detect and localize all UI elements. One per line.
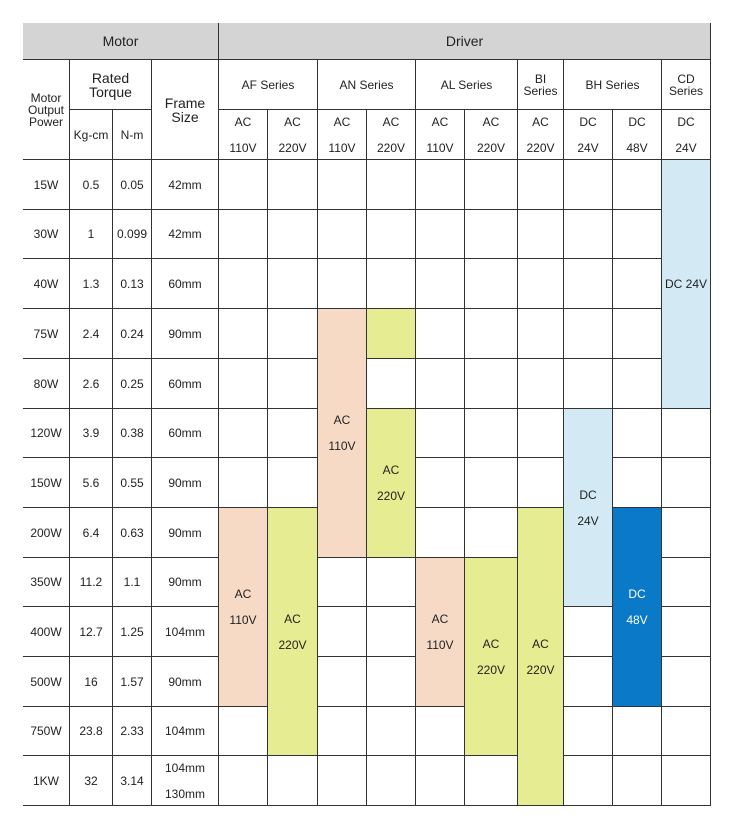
series-header: CD Series xyxy=(662,60,711,110)
empty-cell xyxy=(518,259,564,309)
empty-cell xyxy=(416,160,465,210)
motor-power-cell: 80W xyxy=(23,359,70,409)
torque-nm-cell: 1.1 xyxy=(113,558,152,607)
frame-size-cell: 104mm xyxy=(152,707,219,756)
empty-cell xyxy=(613,756,662,806)
empty-cell xyxy=(662,657,711,707)
empty-cell xyxy=(416,409,465,458)
empty-cell xyxy=(518,160,564,210)
empty-cell xyxy=(367,657,416,707)
empty-cell xyxy=(219,309,268,359)
motor-power-cell: 200W xyxy=(23,508,70,558)
empty-cell xyxy=(613,359,662,409)
torque-nm-cell: 0.24 xyxy=(113,309,152,359)
torque-nm-cell: 0.25 xyxy=(113,359,152,409)
empty-cell xyxy=(318,657,367,707)
frame-size-cell: 90mm xyxy=(152,657,219,707)
torque-kgcm-cell: 1.3 xyxy=(70,259,113,309)
empty-cell xyxy=(318,707,367,756)
series-header: BI Series xyxy=(518,60,564,110)
driver-range-al-ac-220v: AC 220V xyxy=(465,558,518,756)
voltage-header: AC 220V xyxy=(518,110,564,160)
empty-cell xyxy=(613,210,662,259)
empty-cell xyxy=(465,458,518,508)
motor-header: Motor xyxy=(23,23,219,60)
empty-cell xyxy=(518,210,564,259)
torque-kgcm-cell: 1 xyxy=(70,210,113,259)
empty-cell xyxy=(564,707,613,756)
empty-cell xyxy=(219,756,268,806)
empty-cell xyxy=(662,558,711,607)
frame-size-cell: 42mm xyxy=(152,160,219,210)
empty-cell xyxy=(416,359,465,409)
rated-torque-header: Rated Torque xyxy=(70,60,152,110)
empty-cell xyxy=(219,707,268,756)
frame-size-cell: 104mm xyxy=(152,607,219,657)
empty-cell xyxy=(268,409,318,458)
torque-nm-cell: 0.38 xyxy=(113,409,152,458)
motor-power-cell: 40W xyxy=(23,259,70,309)
voltage-header: AC 220V xyxy=(465,110,518,160)
driver-range-cd-dc-24v: DC 24V xyxy=(662,160,711,409)
torque-kgcm-cell: 16 xyxy=(70,657,113,707)
empty-cell xyxy=(564,607,613,657)
voltage-header: AC 220V xyxy=(268,110,318,160)
empty-cell xyxy=(416,508,465,558)
torque-nm-cell: 0.099 xyxy=(113,210,152,259)
empty-cell xyxy=(318,160,367,210)
empty-cell xyxy=(613,259,662,309)
frame-size-cell: 90mm xyxy=(152,508,219,558)
empty-cell xyxy=(268,210,318,259)
voltage-header: DC 24V xyxy=(662,110,711,160)
torque-kgcm-cell: 6.4 xyxy=(70,508,113,558)
frame-size-cell: 90mm xyxy=(152,458,219,508)
empty-cell xyxy=(219,458,268,508)
empty-cell xyxy=(518,359,564,409)
empty-cell xyxy=(367,160,416,210)
empty-cell xyxy=(219,210,268,259)
series-header: AF Series xyxy=(219,60,318,110)
torque-nm-cell: 0.55 xyxy=(113,458,152,508)
empty-cell xyxy=(318,210,367,259)
empty-cell xyxy=(465,409,518,458)
empty-cell xyxy=(465,160,518,210)
empty-cell xyxy=(268,309,318,359)
torque-kgcm-cell: 12.7 xyxy=(70,607,113,657)
empty-cell xyxy=(268,756,318,806)
empty-cell xyxy=(613,409,662,458)
driver-range-bh-dc-24v: DC 24V xyxy=(564,409,613,607)
driver-range-af-ac-220v: AC 220V xyxy=(268,508,318,756)
motor-power-cell: 400W xyxy=(23,607,70,657)
frame-size-header: Frame Size xyxy=(152,60,219,160)
empty-cell xyxy=(416,309,465,359)
torque-nm-cell: 2.33 xyxy=(113,707,152,756)
torque-nm-cell: 0.63 xyxy=(113,508,152,558)
driver-header: Driver xyxy=(219,23,711,60)
empty-cell xyxy=(662,756,711,806)
empty-cell xyxy=(268,359,318,409)
empty-cell xyxy=(268,458,318,508)
series-header: BH Series xyxy=(564,60,662,110)
empty-cell xyxy=(465,210,518,259)
empty-cell xyxy=(564,160,613,210)
frame-size-cell: 60mm xyxy=(152,359,219,409)
empty-cell xyxy=(465,259,518,309)
empty-cell xyxy=(518,458,564,508)
empty-cell xyxy=(564,210,613,259)
torque-nm-cell: 1.57 xyxy=(113,657,152,707)
voltage-header: AC 110V xyxy=(318,110,367,160)
empty-cell xyxy=(318,259,367,309)
empty-cell xyxy=(367,607,416,657)
empty-cell xyxy=(367,359,416,409)
empty-cell xyxy=(219,409,268,458)
motor-power-cell: 750W xyxy=(23,707,70,756)
torque-kgcm-cell: 2.4 xyxy=(70,309,113,359)
torque-kgcm-cell: 5.6 xyxy=(70,458,113,508)
torque-nm-cell: 0.13 xyxy=(113,259,152,309)
voltage-header: AC 110V xyxy=(416,110,465,160)
driver-range-af-ac-110v: AC 110V xyxy=(219,508,268,707)
empty-cell xyxy=(416,210,465,259)
empty-cell xyxy=(518,409,564,458)
voltage-header: DC 48V xyxy=(613,110,662,160)
empty-cell xyxy=(416,756,465,806)
empty-cell xyxy=(465,756,518,806)
empty-cell xyxy=(465,508,518,558)
kg-cm-header: Kg-cm xyxy=(70,110,113,160)
torque-kgcm-cell: 32 xyxy=(70,756,113,806)
empty-cell xyxy=(367,259,416,309)
driver-range-an-ac-220v xyxy=(367,309,416,359)
motor-output-power-header: Motor Output Power xyxy=(23,60,70,160)
empty-cell xyxy=(564,359,613,409)
empty-cell xyxy=(367,707,416,756)
empty-cell xyxy=(613,707,662,756)
motor-power-cell: 30W xyxy=(23,210,70,259)
frame-size-cell: 42mm xyxy=(152,210,219,259)
frame-size-cell: 60mm xyxy=(152,409,219,458)
empty-cell xyxy=(662,409,711,458)
torque-kgcm-cell: 23.8 xyxy=(70,707,113,756)
voltage-header: AC 110V xyxy=(219,110,268,160)
empty-cell xyxy=(219,359,268,409)
empty-cell xyxy=(318,607,367,657)
empty-cell xyxy=(416,458,465,508)
empty-cell xyxy=(219,259,268,309)
empty-cell xyxy=(268,259,318,309)
series-header: AL Series xyxy=(416,60,518,110)
empty-cell xyxy=(416,707,465,756)
motor-power-cell: 75W xyxy=(23,309,70,359)
empty-cell xyxy=(367,558,416,607)
torque-kgcm-cell: 11.2 xyxy=(70,558,113,607)
empty-cell xyxy=(367,756,416,806)
frame-size-cell: 60mm xyxy=(152,259,219,309)
torque-nm-cell: 1.25 xyxy=(113,607,152,657)
torque-kgcm-cell: 3.9 xyxy=(70,409,113,458)
empty-cell xyxy=(465,359,518,409)
empty-cell xyxy=(564,756,613,806)
motor-power-cell: 15W xyxy=(23,160,70,210)
driver-range-an-ac-220v: AC 220V xyxy=(367,409,416,558)
empty-cell xyxy=(219,160,268,210)
frame-size-cell: 90mm xyxy=(152,309,219,359)
empty-cell xyxy=(268,160,318,210)
motor-power-cell: 120W xyxy=(23,409,70,458)
empty-cell xyxy=(613,160,662,210)
empty-cell xyxy=(318,756,367,806)
empty-cell xyxy=(613,309,662,359)
empty-cell xyxy=(662,707,711,756)
motor-power-cell: 150W xyxy=(23,458,70,508)
empty-cell xyxy=(662,508,711,558)
voltage-header: DC 24V xyxy=(564,110,613,160)
torque-kgcm-cell: 2.6 xyxy=(70,359,113,409)
empty-cell xyxy=(564,309,613,359)
driver-range-bh-dc-48v: DC 48V xyxy=(613,508,662,707)
frame-size-cell: 104mm 130mm xyxy=(152,756,219,806)
driver-range-al-ac-110v: AC 110V xyxy=(416,558,465,707)
series-header: AN Series xyxy=(318,60,416,110)
empty-cell xyxy=(662,458,711,508)
empty-cell xyxy=(318,558,367,607)
motor-power-cell: 1KW xyxy=(23,756,70,806)
motor-power-cell: 500W xyxy=(23,657,70,707)
empty-cell xyxy=(416,259,465,309)
motor-power-cell: 350W xyxy=(23,558,70,607)
torque-kgcm-cell: 0.5 xyxy=(70,160,113,210)
n-m-header: N-m xyxy=(113,110,152,160)
voltage-header: AC 220V xyxy=(367,110,416,160)
empty-cell xyxy=(465,309,518,359)
empty-cell xyxy=(518,309,564,359)
driver-range-an-ac-110v: AC 110V xyxy=(318,309,367,558)
empty-cell xyxy=(564,657,613,707)
torque-nm-cell: 3.14 xyxy=(113,756,152,806)
frame-size-cell: 90mm xyxy=(152,558,219,607)
empty-cell xyxy=(613,458,662,508)
torque-nm-cell: 0.05 xyxy=(113,160,152,210)
empty-cell xyxy=(367,210,416,259)
empty-cell xyxy=(662,607,711,657)
driver-range-bi-ac-220v: AC 220V xyxy=(518,508,564,806)
empty-cell xyxy=(564,259,613,309)
